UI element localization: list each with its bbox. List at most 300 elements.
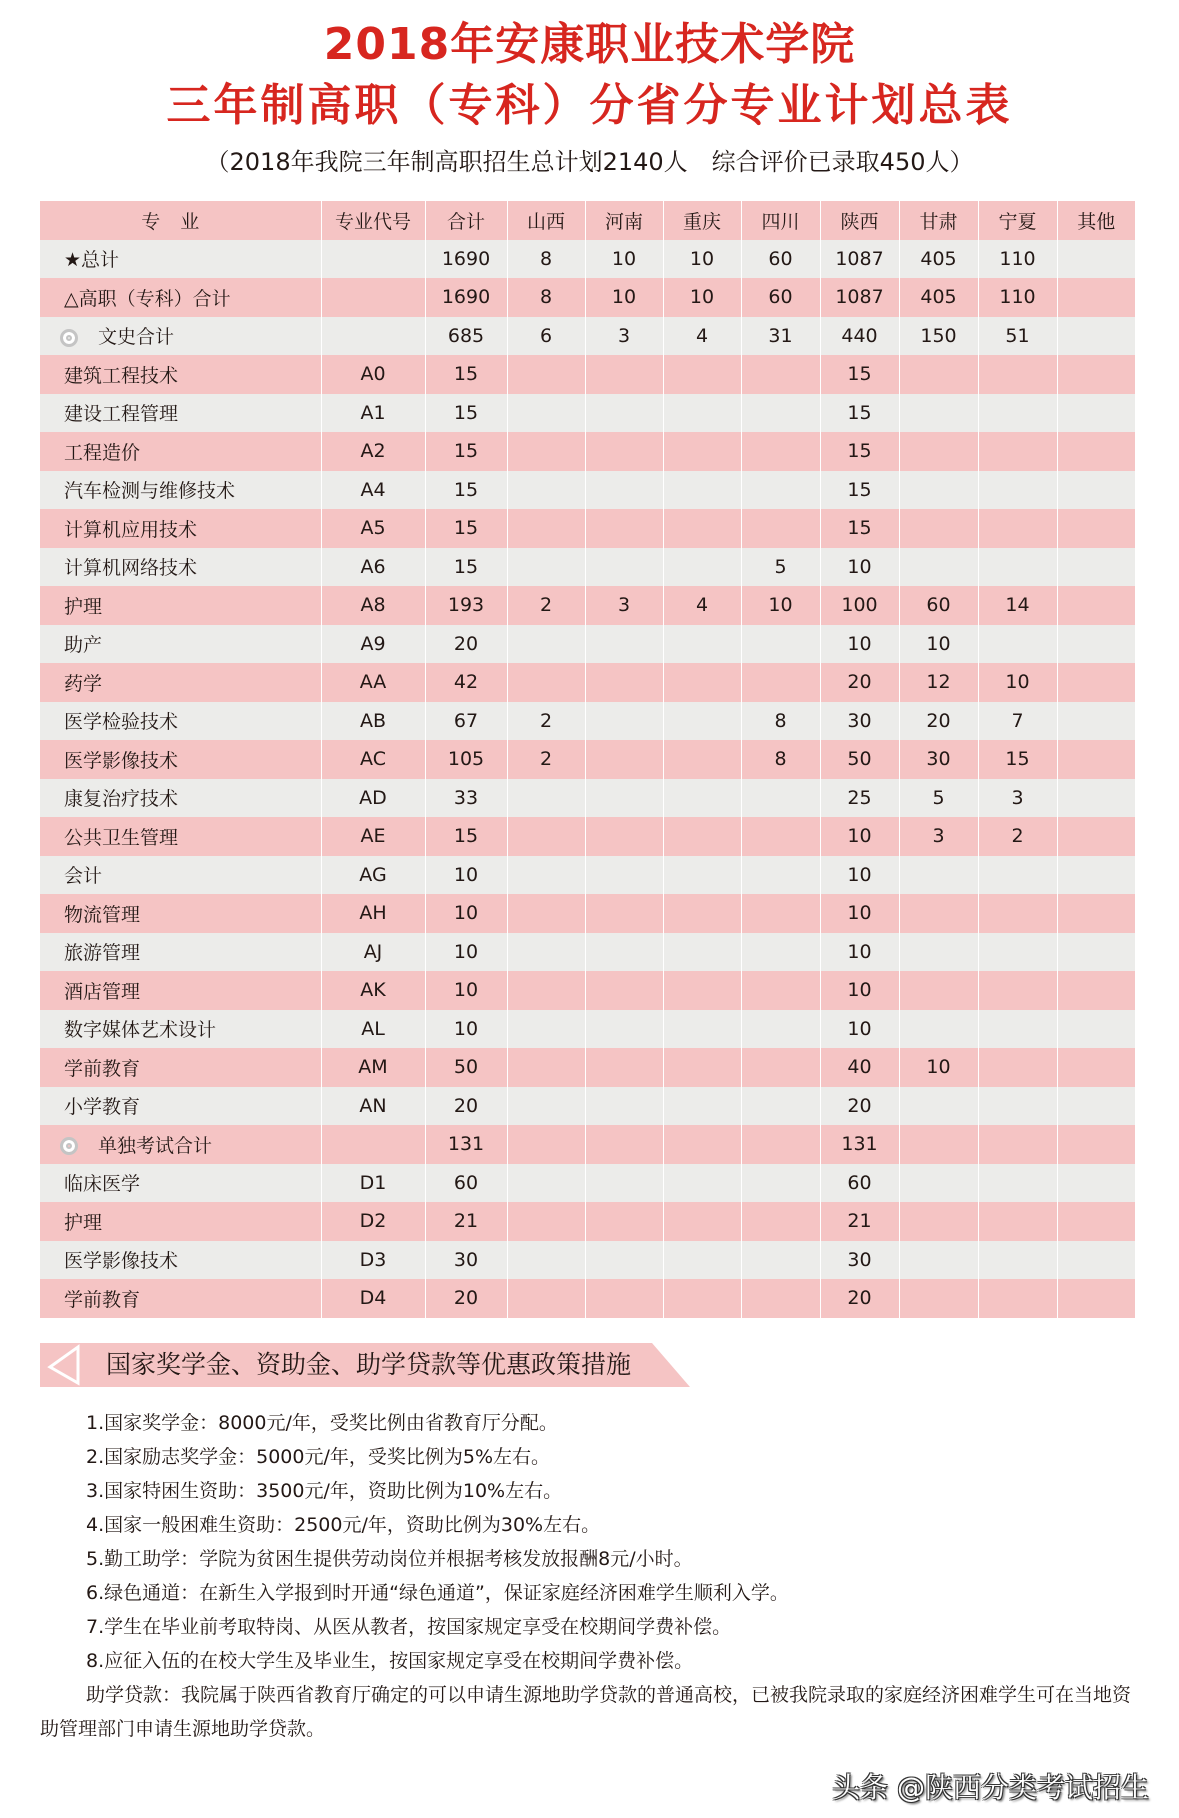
cell-gansu: [899, 548, 978, 587]
major-label: 工程造价: [64, 441, 141, 464]
cell-sichuan: [741, 432, 820, 471]
cell-total: 15: [425, 548, 507, 587]
cell-shaanxi: 20: [820, 663, 899, 702]
cell-major: [40, 1048, 321, 1087]
table-row: [40, 971, 1135, 1010]
cell-chongqing: [663, 1279, 741, 1318]
cell-shanxi: [507, 779, 585, 818]
cell-henan: [585, 1125, 663, 1164]
cell-shanxi: [507, 355, 585, 394]
cell-code: AM: [321, 1048, 425, 1087]
cell-shanxi: [507, 1202, 585, 1241]
cell-sichuan: [741, 933, 820, 972]
cell-major: [40, 856, 321, 895]
cell-chongqing: [663, 1164, 741, 1203]
cell-gansu: 3: [899, 817, 978, 856]
cell-total: 60: [425, 1164, 507, 1203]
cell-shaanxi: 10: [820, 933, 899, 972]
cell-other: [1057, 933, 1135, 972]
cell-sichuan: [741, 1048, 820, 1087]
column-header-major: 专业: [40, 201, 321, 240]
cell-shaanxi: 1087: [820, 240, 899, 279]
cell-henan: [585, 1279, 663, 1318]
cell-gansu: 5: [899, 779, 978, 818]
cell-total: 15: [425, 394, 507, 433]
cell-total: 15: [425, 817, 507, 856]
column-header-other: 其他: [1057, 201, 1135, 240]
cell-other: [1057, 509, 1135, 548]
cell-gansu: [899, 471, 978, 510]
cell-other: [1057, 471, 1135, 510]
major-label: 小学教育: [64, 1096, 141, 1119]
cell-henan: 10: [585, 278, 663, 317]
cell-shanxi: [507, 933, 585, 972]
cell-henan: [585, 933, 663, 972]
cell-chongqing: 10: [663, 278, 741, 317]
table-row: [40, 586, 1135, 625]
cell-ningxia: [978, 548, 1057, 587]
table-row: [40, 548, 1135, 587]
cell-gansu: [899, 1125, 978, 1164]
cell-shaanxi: 10: [820, 1010, 899, 1049]
cell-total: 10: [425, 933, 507, 972]
cell-shaanxi: 30: [820, 702, 899, 741]
policy-item: 2.国家励志奖学金：5000元/年，受奖比例为5%左右。: [86, 1446, 551, 1468]
cell-henan: 3: [585, 586, 663, 625]
cell-major: [40, 1279, 321, 1318]
cell-total: 685: [425, 317, 507, 356]
cell-total: 10: [425, 971, 507, 1010]
cell-total: 15: [425, 432, 507, 471]
table-row: [40, 1279, 1135, 1318]
table-row: [40, 317, 1135, 356]
cell-gansu: [899, 1279, 978, 1318]
watermark: 头条 @陕西分类考试招生: [832, 1771, 1149, 1804]
major-label: 临床医学: [64, 1173, 141, 1196]
cell-shaanxi: 440: [820, 317, 899, 356]
cell-ningxia: 110: [978, 278, 1057, 317]
major-label: 会计: [64, 865, 103, 888]
cell-sichuan: [741, 1125, 820, 1164]
table-row: [40, 933, 1135, 972]
cell-total: 33: [425, 779, 507, 818]
cell-henan: [585, 1202, 663, 1241]
policy-item: 6.绿色通道：在新生入学报到时开通“绿色通道”，保证家庭经济困难学生顺利入学。: [86, 1582, 789, 1604]
cell-henan: 10: [585, 240, 663, 279]
cell-henan: [585, 1241, 663, 1280]
cell-ningxia: [978, 625, 1057, 664]
table-row: [40, 702, 1135, 741]
cell-shaanxi: 1087: [820, 278, 899, 317]
cell-shaanxi: 20: [820, 1279, 899, 1318]
cell-chongqing: [663, 663, 741, 702]
cell-shanxi: [507, 625, 585, 664]
cell-total: 30: [425, 1241, 507, 1280]
cell-shaanxi: 10: [820, 971, 899, 1010]
cell-other: [1057, 432, 1135, 471]
cell-sichuan: [741, 894, 820, 933]
cell-henan: [585, 817, 663, 856]
cell-other: [1057, 663, 1135, 702]
cell-shanxi: 2: [507, 702, 585, 741]
cell-sichuan: [741, 971, 820, 1010]
major-label: 计算机网络技术: [64, 557, 198, 580]
cell-other: [1057, 702, 1135, 741]
cell-chongqing: [663, 817, 741, 856]
cell-shanxi: [507, 1241, 585, 1280]
major-label: 医学影像技术: [64, 1250, 179, 1273]
cell-henan: [585, 625, 663, 664]
page-subtitle: （2018年我院三年制高职招生总计划2140人 综合评价已录取450人）: [205, 148, 974, 176]
cell-total: 1690: [425, 278, 507, 317]
cell-code: A1: [321, 394, 425, 433]
policy-section-heading: 国家奖学金、资助金、助学贷款等优惠政策措施: [106, 1350, 632, 1379]
cell-major: [40, 317, 321, 356]
cell-ningxia: [978, 1164, 1057, 1203]
page-title: 2018年安康职业技术学院: [323, 19, 856, 70]
column-header-henan: 河南: [585, 201, 663, 240]
table-row: [40, 1241, 1135, 1280]
cell-ningxia: [978, 1279, 1057, 1318]
cell-shaanxi: 10: [820, 856, 899, 895]
cell-shanxi: [507, 394, 585, 433]
cell-shanxi: [507, 1087, 585, 1126]
page-title-line2: 三年制高职（专科）分省分专业计划总表: [166, 80, 1013, 131]
cell-chongqing: [663, 1010, 741, 1049]
cell-code: A4: [321, 471, 425, 510]
cell-other: [1057, 817, 1135, 856]
cell-shaanxi: 10: [820, 894, 899, 933]
cell-other: [1057, 548, 1135, 587]
cell-gansu: [899, 509, 978, 548]
cell-other: [1057, 278, 1135, 317]
column-header-total: 合计: [425, 201, 507, 240]
cell-code: A2: [321, 432, 425, 471]
cell-shanxi: 6: [507, 317, 585, 356]
cell-ningxia: [978, 971, 1057, 1010]
cell-major: [40, 394, 321, 433]
table-header-row: [40, 201, 1135, 240]
cell-other: [1057, 1125, 1135, 1164]
cell-ningxia: 51: [978, 317, 1057, 356]
cell-gansu: 405: [899, 240, 978, 279]
table-row: [40, 471, 1135, 510]
cell-major: [40, 971, 321, 1010]
cell-shanxi: [507, 971, 585, 1010]
cell-sichuan: [741, 1164, 820, 1203]
cell-sichuan: [741, 355, 820, 394]
column-header-shanxi: 山西: [507, 201, 585, 240]
cell-ningxia: [978, 1125, 1057, 1164]
cell-other: [1057, 856, 1135, 895]
policy-item: 3.国家特困生资助：3500元/年，资助比例为10%左右。: [86, 1480, 563, 1502]
column-header-chongqing: 重庆: [663, 201, 741, 240]
cell-major: [40, 663, 321, 702]
cell-shaanxi: 15: [820, 432, 899, 471]
cell-chongqing: [663, 1125, 741, 1164]
cell-total: 15: [425, 355, 507, 394]
cell-major: [40, 779, 321, 818]
cell-sichuan: 60: [741, 278, 820, 317]
cell-gansu: [899, 355, 978, 394]
cell-ningxia: [978, 933, 1057, 972]
cell-other: [1057, 394, 1135, 433]
cell-other: [1057, 317, 1135, 356]
cell-code: AK: [321, 971, 425, 1010]
table-row: [40, 1125, 1135, 1164]
cell-shaanxi: 15: [820, 394, 899, 433]
cell-gansu: [899, 894, 978, 933]
cell-code: A9: [321, 625, 425, 664]
cell-ningxia: 10: [978, 663, 1057, 702]
cell-gansu: [899, 856, 978, 895]
cell-chongqing: [663, 779, 741, 818]
cell-shanxi: [507, 548, 585, 587]
cell-shaanxi: 50: [820, 740, 899, 779]
cell-sichuan: 31: [741, 317, 820, 356]
cell-code: [321, 278, 425, 317]
major-label: △高职（专科）合计: [64, 287, 231, 310]
major-label: 数字媒体艺术设计: [64, 1019, 217, 1042]
cell-shanxi: 2: [507, 740, 585, 779]
cell-henan: [585, 1048, 663, 1087]
cell-shanxi: [507, 663, 585, 702]
cell-ningxia: [978, 1241, 1057, 1280]
table-row: [40, 740, 1135, 779]
cell-sichuan: 60: [741, 240, 820, 279]
cell-major: [40, 933, 321, 972]
table-row: [40, 1010, 1135, 1049]
cell-other: [1057, 1164, 1135, 1203]
cell-chongqing: [663, 471, 741, 510]
cell-shanxi: 8: [507, 240, 585, 279]
cell-code: A6: [321, 548, 425, 587]
cell-code: AE: [321, 817, 425, 856]
table-row: [40, 817, 1135, 856]
policy-item: 1.国家奖学金：8000元/年，受奖比例由省教育厅分配。: [86, 1412, 558, 1434]
cell-code: A5: [321, 509, 425, 548]
cell-henan: [585, 355, 663, 394]
policy-section-banner: [40, 1343, 690, 1387]
table-row: [40, 394, 1135, 433]
cell-ningxia: [978, 1048, 1057, 1087]
cell-gansu: [899, 1241, 978, 1280]
cell-shaanxi: 15: [820, 509, 899, 548]
student-loan-paragraph: 助学贷款：我院属于陕西省教育厅确定的可以申请生源地助学贷款的普通高校，已被我院录取的家庭经济困难学生可在当地资助管理部门申请生源地助学贷款。: [40, 1684, 1132, 1740]
cell-ningxia: [978, 1010, 1057, 1049]
cell-sichuan: [741, 394, 820, 433]
cell-major: [40, 471, 321, 510]
cell-code: AL: [321, 1010, 425, 1049]
cell-sichuan: [741, 625, 820, 664]
column-header-code: 专业代号: [321, 201, 425, 240]
cell-shanxi: [507, 1125, 585, 1164]
triangle-outline-icon: [44, 1343, 88, 1387]
cell-shaanxi: 20: [820, 1087, 899, 1126]
cell-gansu: 150: [899, 317, 978, 356]
policy-item: 7.学生在毕业前考取特岗、从医从教者，按国家规定享受在校期间学费补偿。: [86, 1616, 732, 1638]
cell-gansu: 10: [899, 625, 978, 664]
cell-chongqing: [663, 548, 741, 587]
cell-henan: [585, 394, 663, 433]
policy-item: 8.应征入伍的在校大学生及毕业生，按国家规定享受在校期间学费补偿。: [86, 1650, 694, 1672]
cell-total: 10: [425, 1010, 507, 1049]
major-label: 学前教育: [64, 1057, 141, 1080]
cell-shanxi: [507, 1279, 585, 1318]
cell-code: [321, 317, 425, 356]
double-circle-icon: [60, 1137, 78, 1155]
major-label: 护理: [64, 1211, 103, 1234]
cell-major: [40, 702, 321, 741]
cell-code: AA: [321, 663, 425, 702]
enrollment-plan-table: [40, 201, 1135, 1318]
cell-shanxi: [507, 509, 585, 548]
cell-chongqing: [663, 1202, 741, 1241]
cell-code: D2: [321, 1202, 425, 1241]
cell-code: AB: [321, 702, 425, 741]
cell-chongqing: [663, 509, 741, 548]
cell-henan: 3: [585, 317, 663, 356]
cell-shanxi: [507, 817, 585, 856]
cell-code: AC: [321, 740, 425, 779]
cell-shaanxi: 10: [820, 625, 899, 664]
cell-code: D4: [321, 1279, 425, 1318]
major-label: 医学影像技术: [64, 749, 179, 772]
cell-sichuan: [741, 856, 820, 895]
table-row: [40, 1048, 1135, 1087]
cell-code: AD: [321, 779, 425, 818]
cell-major: [40, 240, 321, 279]
cell-shanxi: [507, 1010, 585, 1049]
table-row: [40, 240, 1135, 279]
cell-ningxia: [978, 509, 1057, 548]
cell-ningxia: [978, 432, 1057, 471]
cell-chongqing: [663, 740, 741, 779]
cell-henan: [585, 1087, 663, 1126]
cell-shanxi: [507, 1048, 585, 1087]
cell-gansu: 12: [899, 663, 978, 702]
cell-major: [40, 740, 321, 779]
policy-item: 5.勤工助学：学院为贫困生提供劳动岗位并根据考核发放报酬8元/小时。: [86, 1548, 693, 1570]
double-circle-icon: [60, 329, 78, 347]
cell-major: [40, 509, 321, 548]
cell-gansu: [899, 394, 978, 433]
cell-major: [40, 355, 321, 394]
cell-sichuan: 5: [741, 548, 820, 587]
cell-major: [40, 548, 321, 587]
table-row: [40, 856, 1135, 895]
cell-code: A8: [321, 586, 425, 625]
cell-shaanxi: 25: [820, 779, 899, 818]
cell-chongqing: [663, 1241, 741, 1280]
cell-chongqing: 4: [663, 317, 741, 356]
table-row: [40, 355, 1135, 394]
cell-sichuan: [741, 1087, 820, 1126]
cell-sichuan: 8: [741, 740, 820, 779]
major-label: 学前教育: [64, 1288, 141, 1311]
cell-code: AN: [321, 1087, 425, 1126]
cell-total: 42: [425, 663, 507, 702]
cell-other: [1057, 625, 1135, 664]
column-header-sichuan: 四川: [741, 201, 820, 240]
cell-sichuan: [741, 817, 820, 856]
cell-shanxi: [507, 856, 585, 895]
cell-shanxi: [507, 1164, 585, 1203]
cell-shanxi: 8: [507, 278, 585, 317]
cell-chongqing: [663, 894, 741, 933]
cell-henan: [585, 702, 663, 741]
major-label: 物流管理: [64, 903, 141, 926]
table-row: [40, 1202, 1135, 1241]
cell-total: 15: [425, 471, 507, 510]
table-row: [40, 663, 1135, 702]
cell-sichuan: [741, 471, 820, 510]
cell-chongqing: [663, 394, 741, 433]
cell-shaanxi: 30: [820, 1241, 899, 1280]
cell-major: [40, 625, 321, 664]
cell-code: AH: [321, 894, 425, 933]
cell-shanxi: 2: [507, 586, 585, 625]
cell-total: 10: [425, 894, 507, 933]
cell-other: [1057, 1010, 1135, 1049]
cell-ningxia: [978, 1087, 1057, 1126]
cell-other: [1057, 971, 1135, 1010]
major-label: 文史合计: [98, 326, 175, 349]
major-label: 护理: [64, 595, 103, 618]
cell-gansu: 60: [899, 586, 978, 625]
cell-shaanxi: 15: [820, 355, 899, 394]
cell-ningxia: [978, 856, 1057, 895]
cell-gansu: 10: [899, 1048, 978, 1087]
cell-chongqing: [663, 971, 741, 1010]
cell-sichuan: [741, 1202, 820, 1241]
cell-major: [40, 278, 321, 317]
cell-ningxia: 110: [978, 240, 1057, 279]
cell-total: 50: [425, 1048, 507, 1087]
cell-total: 20: [425, 1087, 507, 1126]
column-header-ningxia: 宁夏: [978, 201, 1057, 240]
cell-chongqing: 10: [663, 240, 741, 279]
cell-chongqing: [663, 856, 741, 895]
cell-sichuan: [741, 1010, 820, 1049]
major-label: 计算机应用技术: [64, 518, 198, 541]
cell-gansu: [899, 432, 978, 471]
cell-henan: [585, 740, 663, 779]
cell-shaanxi: 40: [820, 1048, 899, 1087]
cell-henan: [585, 509, 663, 548]
cell-major: [40, 1202, 321, 1241]
cell-shanxi: [507, 432, 585, 471]
cell-gansu: [899, 933, 978, 972]
cell-sichuan: [741, 779, 820, 818]
cell-shanxi: [507, 894, 585, 933]
cell-shanxi: [507, 471, 585, 510]
cell-major: [40, 1164, 321, 1203]
column-header-shaanxi: 陕西: [820, 201, 899, 240]
table-row: [40, 894, 1135, 933]
cell-henan: [585, 856, 663, 895]
cell-gansu: [899, 1164, 978, 1203]
cell-total: 193: [425, 586, 507, 625]
cell-henan: [585, 471, 663, 510]
cell-other: [1057, 740, 1135, 779]
cell-sichuan: 8: [741, 702, 820, 741]
cell-shaanxi: 10: [820, 548, 899, 587]
cell-total: 67: [425, 702, 507, 741]
cell-total: 15: [425, 509, 507, 548]
major-label: 酒店管理: [64, 980, 141, 1003]
major-label: 建筑工程技术: [64, 364, 179, 387]
